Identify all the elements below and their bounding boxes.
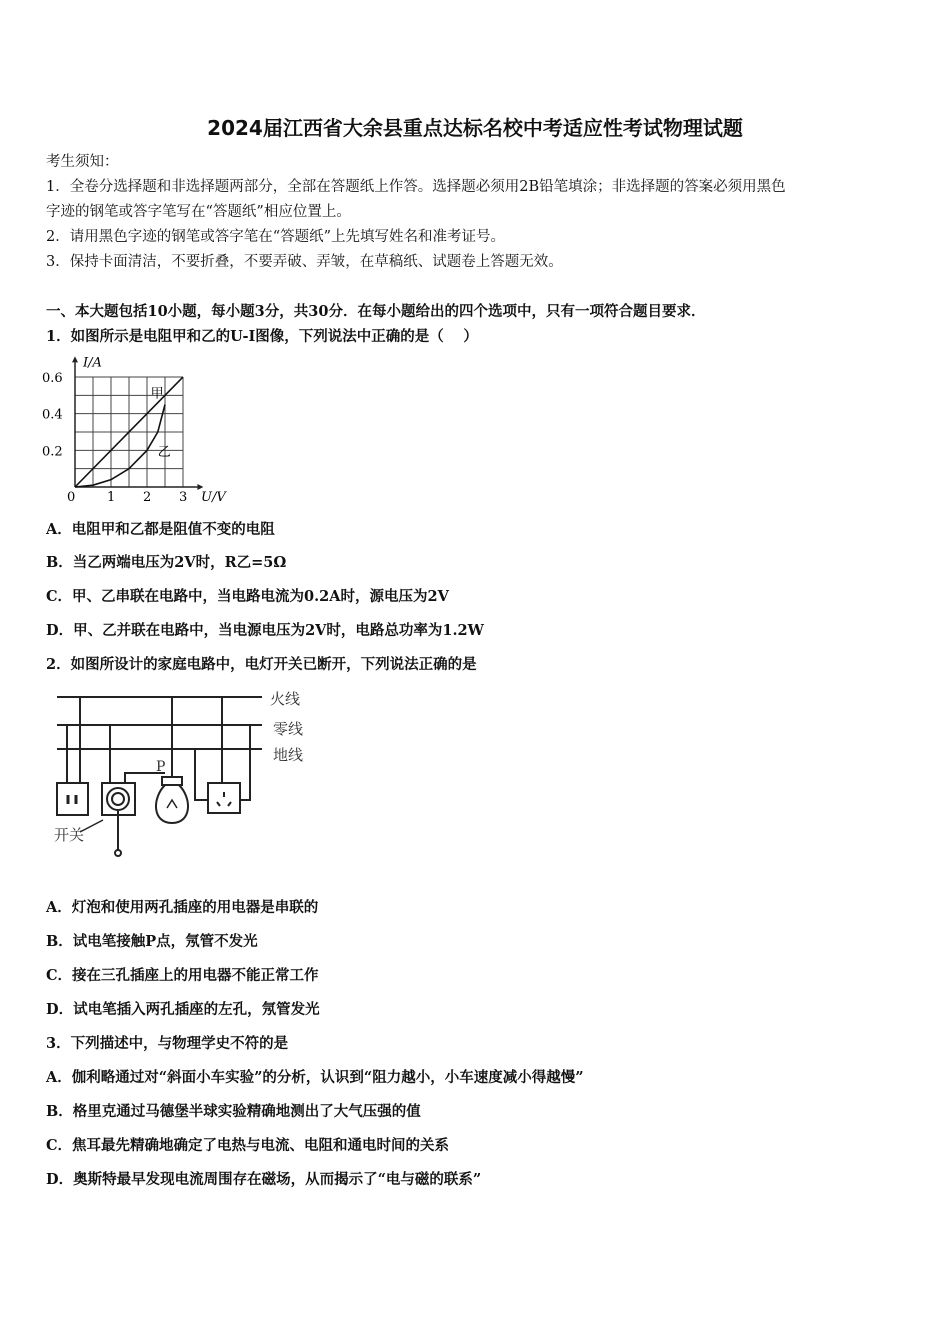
bulb-icon [156,697,188,823]
ui-graph [40,355,260,510]
notice-item: 1．全卷分选择题和非选择题两部分，全部在答题纸上作答。选择题必须用2B铅笔填涂；非选择题的答案必须用黑色 [46,179,786,195]
y-tick-label: 0.6 [42,371,63,386]
notice-item: 字迹的钢笔或答字笔写在“答题纸”相应位置上。 [46,204,351,220]
page-title: 2024届江西省大余县重点达标名校中考适应性考试物理试题 [207,116,743,140]
x-tick-label: 1 [107,490,116,505]
option: D．甲、乙并联在电路中，当电源电压为2V时，电路总功率为1.2W [46,622,484,639]
option: D．奥斯特最早发现电流周围存在磁场，从而揭示了“电与磁的联系” [46,1171,482,1188]
point-p-label: P [156,759,166,775]
ground-label: 地线 [273,746,304,764]
notice-item: 2．请用黑色字迹的钢笔或答字笔在“答题纸”上先填写姓名和准考证号。 [46,229,506,245]
y-axis-arrow-icon [72,356,78,362]
option: C．甲、乙串联在电路中，当电路电流为0.2A时，源电压为2V [46,588,449,605]
series-label-yi: 乙 [157,444,171,460]
option: C．接在三孔插座上的用电器不能正常工作 [46,967,319,984]
series-line-yi [75,405,165,488]
three-hole-socket [195,697,250,813]
option: D．试电笔插入两孔插座的左孔，氖管发光 [46,1001,320,1018]
question-stem: 2．如图所设计的家庭电路中，电灯开关已断开，下列说法正确的是 [46,656,477,673]
x-tick-label: 0 [67,490,76,505]
x-axis-label: U/V [201,490,226,505]
question-stem: 1．如图所示是电阻甲和乙的U-I图像，下列说法中正确的是（ ） [46,328,478,345]
notice-heading: 考生须知： [46,154,119,170]
two-hole-socket [57,697,88,815]
x-tick-label: 2 [143,490,152,505]
notice-item: 3．保持卡面清洁，不要折叠，不要弄破、弄皱，在草稿纸、试题卷上答题无效。 [46,254,563,270]
y-tick-label: 0.4 [42,407,63,423]
option: A．电阻甲和乙都是阻值不变的电阻 [46,521,275,538]
section-heading: 一、本大题包括10小题，每小题3分，共30分．在每小题给出的四个选项中，只有一项符合题目要求． [46,303,706,320]
question-stem: 3．下列描述中，与物理学史不符的是 [46,1035,289,1052]
y-tick-label: 0.2 [42,444,63,460]
option: C．焦耳最先精确地确定了电热与电流、电阻和通电时间的关系 [46,1137,450,1154]
option: B．试电笔接触P点，氖管不发光 [46,933,258,950]
live-label: 火线 [270,690,301,708]
x-tick-label: 3 [179,490,188,505]
switch [54,725,165,856]
neutral-label: 零线 [273,720,304,738]
series-label-jia: 甲 [150,386,164,402]
option: B．当乙两端电压为2V时，R乙=5Ω [46,554,287,571]
y-axis-label: I/A [83,355,102,371]
option: B．格里克通过马德堡半球实验精确地测出了大气压强的值 [46,1103,421,1120]
option: A．灯泡和使用两孔插座的用电器是串联的 [46,899,319,916]
switch-label: 开关 [54,826,85,844]
option: A．伽利略通过对“斜面小车实验”的分析，认识到“阻力越小，小车速度减小得越慢” [46,1069,584,1086]
circuit-diagram [40,680,320,860]
